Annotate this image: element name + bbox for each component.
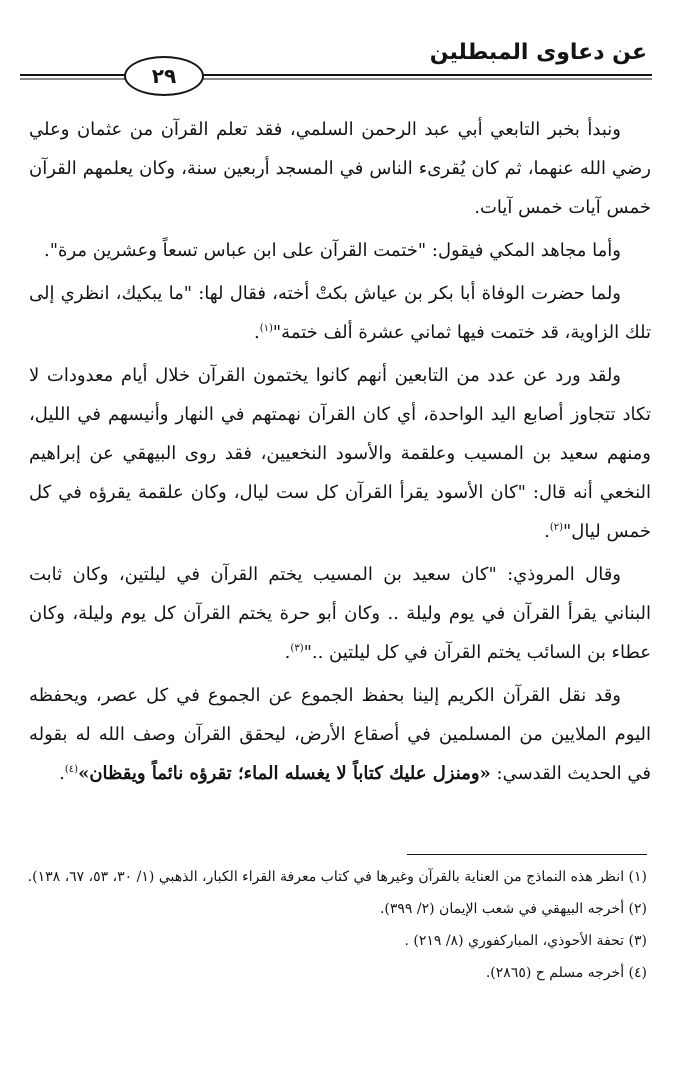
footnote-3: (٣) تحفة الأحوذي، المباركفوري (٨/ ٢١٩) . [404, 933, 647, 949]
footnotes [27, 864, 647, 992]
paragraph-5-text: وقال المروذي: "كان سعيد بن المسيب يختم القرآن في ليلتين، وكان ثابت البناني يقرأ القرآن في يوم وليلة .. وكان أبو حرة يختم القرآن كل يوم وليلة، وكان عطاء بن السائب يختم القرآن في كل ليلتين .." [29, 564, 651, 663]
footnote-divider [407, 854, 647, 855]
running-title: عن دعاوى المبطلين [429, 40, 647, 65]
page-number: ٢٩ [151, 64, 177, 88]
footnote-ref-4: (٤) [64, 764, 79, 775]
paragraph-4-text: ولقد ورد عن عدد من التابعين أنهم كانوا يختمون القرآن خلال أيام معدودات لا تكاد تتجاوز أصابع اليد الواحدة، أي كان القرآن نهمتهم في النهار وأنيسهم في الليل، ومنهم سعيد بن المسيب وعلقمة والأسود النخعيين، فقد روى البيهقي عن إبراهيم النخعي أنه قال: "كان الأسود يقرأ القرآن كل ست ليال، وكان علقمة يقرؤه في كل خمس ليال" [29, 365, 651, 542]
paragraph-4 [29, 356, 651, 551]
paragraph-3 [29, 274, 651, 352]
footnote-ref-3: (٣) [290, 643, 304, 654]
paragraph-6-text: وقد نقل القرآن الكريم إلينا بحفظ الجموع عن الجموع في كل عصر، ويحفظه اليوم الملايين من المسلمين في أصقاع الأرض، ليحقق القرآن وصف الله له بقوله في الحديث القدسي: [29, 685, 651, 784]
page-number-badge [124, 56, 204, 96]
paragraph-5 [29, 555, 651, 672]
paragraph-6-end: . [59, 763, 65, 784]
paragraph-1: ونبدأ بخبر التابعي أبي عبد الرحمن السلمي، فقد تعلم القرآن من عثمان وعلي رضي الله عنهما، ثم كان يُقرىء الناس في المسجد أربعين سنة، وكان يعلمهم القرآن خمس آيات خمس آيات. [29, 119, 651, 218]
footnote-ref-1: (١) [259, 323, 273, 334]
header-rule [0, 72, 675, 82]
paragraph-4-end: . [544, 521, 550, 542]
footnote-2: (٢) أخرجه البيهقي في شعب الإيمان (٢/ ٣٩٩). [379, 901, 647, 917]
paragraph-2: وأما مجاهد المكي فيقول: "ختمت القرآن على ابن عباس تسعاً وعشرين مرة". [44, 240, 621, 261]
footnote-ref-2: (٢) [549, 522, 564, 533]
paragraph-3-text: ولما حضرت الوفاة أبا بكر بن عياش بكتْ أخته، فقال لها: "ما يبكيك، انظري إلى تلك الزاوية، قد ختمت فيها ثماني عشرة ألف ختمة" [29, 283, 651, 343]
footnote-1: (١) انظر هذه النماذج من العناية بالقرآن وغيرها في كتاب معرفة القراء الكبار، الذهبي (١/ ٣٠، ٥٣، ٦٧، ١٣٨). [27, 869, 647, 885]
body-text [29, 110, 651, 797]
hadith-quote: «ومنزل عليك كتاباً لا يغسله الماء؛ تقرؤه نائماً ويقظان» [78, 763, 491, 784]
paragraph-3-end: . [253, 322, 260, 343]
footnote-4: (٤) أخرجه مسلم ح (٢٨٦٥). [485, 965, 647, 981]
paragraph-5-end: . [284, 642, 291, 663]
paragraph-6 [29, 676, 651, 793]
